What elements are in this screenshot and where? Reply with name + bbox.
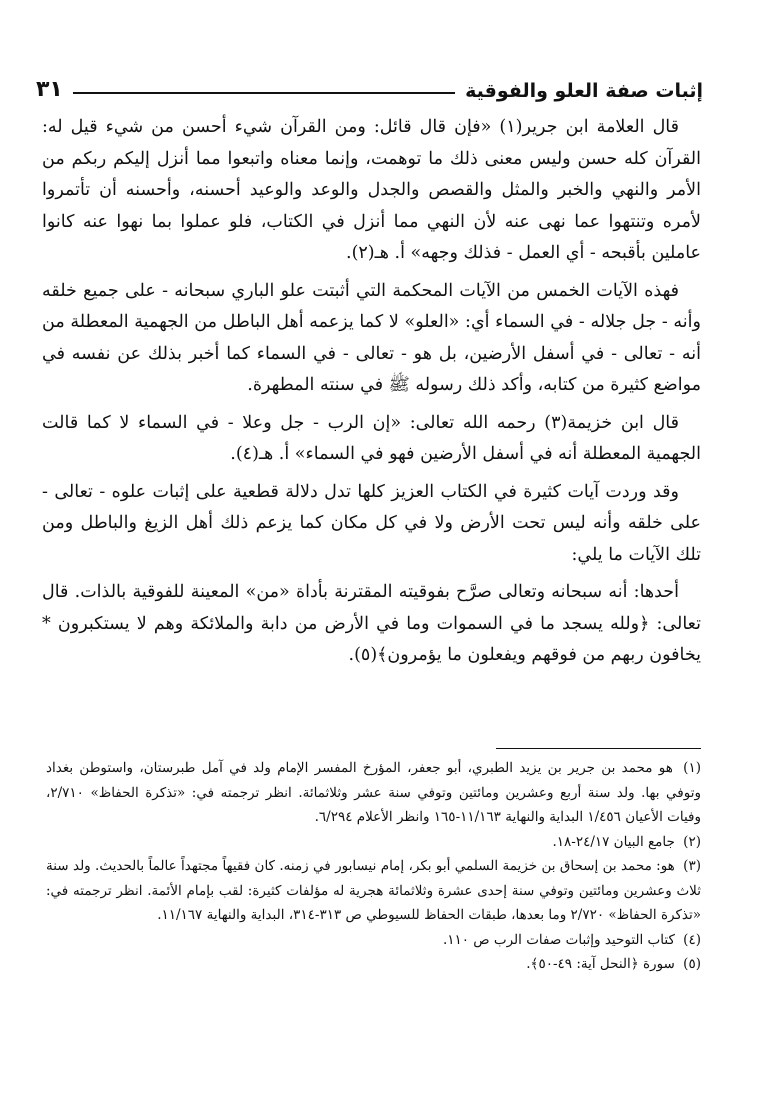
footnote-number: (١)	[683, 760, 701, 776]
footnote-text: كتاب التوحيد وإثبات صفات الرب ص ١١٠.	[442, 931, 675, 948]
header-rule	[73, 92, 455, 94]
footnote-text: جامع البيان ٢٤/١٧-١٨.	[552, 833, 675, 850]
paragraph-ibn-jarir: قال العلامة ابن جرير(١) «فإن قال قائل: ومن القرآن شيء أحسن من شيء قيل له: القرآن كله حسن وليس معنى ذلك ما توهمت، وإنما معناه واتبعوا مما أنزل إليكم ربكم من الأمر والنهي والخبر والمثل والقصص والجدل والوعد والوعيد أحسنه، وأحسنه أن تأتمروا لأمره وتنتهوا عما نهى عنه لأن النهي مما أنزل في الكتاب، فلو عملوا بما نهوا عنه كانوا عاملين بأقبحه - أي العمل - فذلك وجهه» أ. هـ(٢).	[42, 117, 701, 263]
footnote-text: هو: محمد بن إسحاق بن خزيمة السلمي أبو بكر، إمام نيسابور في زمنه. كان فقيهاً مجتهداً عالماً بالحديث. ولد سنة ثلاث وعشرين ومائتين وتوفي سنة إحدى عشرة وثلاثمائة هجرية له مؤلفات كثيرة: لقب بإمام الأئمة. انظر ترجمته في: «تذكرة الحفاظ» ٢/٧٢٠ وما بعدها، طبقات الحفاظ للسيوطي ص ٣١٣-٣١٤، البداية والنهاية ١١/١٦٧.	[46, 858, 701, 923]
footnote-number: (٣)	[683, 858, 701, 874]
footnote-item	[46, 952, 701, 977]
footnote-item	[46, 756, 701, 830]
footnote-item	[46, 928, 701, 953]
footnote-item	[46, 854, 701, 928]
running-title: إثبات صفة العلو والفوقية	[465, 80, 703, 102]
footnote-number: (٤)	[683, 931, 701, 948]
paragraph-many-verses: وقد وردت آيات كثيرة في الكتاب العزيز كلها تدل دلالة قطعية على إثبات علوه - تعالى - على خلقه وأنه ليس تحت الأرض ولا في كل مكان كما يزعم ذلك أهل الزيغ والباطل ومن تلك الآيات ما يلي:	[42, 481, 701, 565]
page-header	[36, 66, 703, 102]
footnote-text: هو محمد بن جرير بن يزيد الطبري، أبو جعفر، المؤرخ المفسر الإمام ولد في آمل طبرستان، واستوطن بغداد وتوفي بها. ولد سنة أربع وعشرين ومائتين وتوفي سنة عشر وثلاثمائة. انظر ترجمته في: «تذكرة الحفاظ» ٢/٧١٠، وفيات الأعيان ١/٤٥٦ البداية والنهاية ١١/١٦٣-١٦٥ وانظر الأعلام ٦/٢٩٤.	[46, 760, 701, 825]
paragraph-five-verses: فهذه الآيات الخمس من الآيات المحكمة التي أثبتت علو الباري سبحانه - على جميع خلقه وأنه - جل جلاله - في السماء أي: «العلو» لا كما يزعمه أهل الباطل من الجهمية المعطلة من أنه - تعالى - في أسفل الأرضين، بل هو - تعالى - في السماء كما أخبر بذلك عن نفسه في مواضع كثيرة من كتابه، وأكد ذلك رسوله ﷺ في سنته المطهرة.	[42, 280, 701, 395]
footnote-number: (٢)	[683, 833, 701, 850]
footnote-divider	[496, 748, 701, 749]
paragraph-ibn-khuzayma: قال ابن خزيمة(٣) رحمه الله تعالى: «إن الرب - جل وعلا - في السماء لا كما قالت الجهمية المعطلة أنه في أسفل الأرضين فهو في السماء» أ. هـ(٤).	[42, 412, 701, 464]
footnote-number: (٥)	[683, 956, 701, 972]
footnote-text: سورة ﴿النحل آية: ٤٩-٥٠﴾.	[526, 956, 675, 972]
footnotes	[46, 756, 701, 977]
page-number: ٣١	[36, 77, 63, 102]
main-text	[42, 112, 701, 678]
paragraph-first-evidence: أحدها: أنه سبحانه وتعالى صرَّح بفوقيته المقترنة بأداة «من» المعينة للفوقية بالذات. قال تعالى: ﴿ولله يسجد ما في السموات وما في الأرض من دابة والملائكة وهم لا يستكبرون * يخافون ربهم من فوقهم ويفعلون ما يؤمرون﴾(٥).	[42, 582, 701, 665]
footnote-item	[46, 830, 701, 855]
